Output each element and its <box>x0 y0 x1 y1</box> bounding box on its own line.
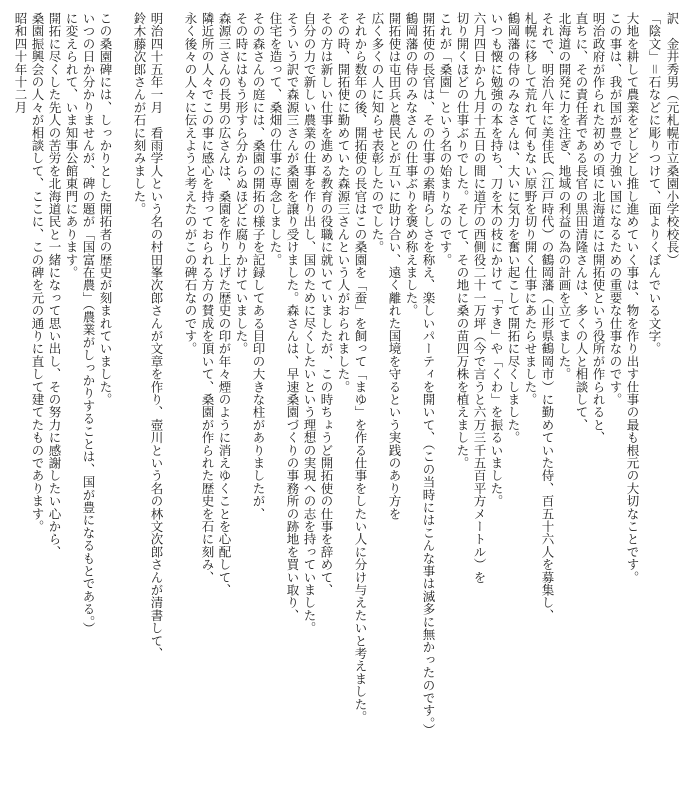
text-line: それで、明治八年に美佳氏（江戸時代）の鶴岡藩（山形県鶴岡市）に勤めていた侍、百五十六人を募集し、 <box>540 12 555 622</box>
text-line: 明治政府が作られた初めの頃に北海道には開拓使という役所が作られると、 <box>591 12 606 444</box>
text-line: この桑園碑には、しっかりとした開拓者の歴史が刻まれていました。 <box>98 12 113 406</box>
text-line: 開拓使の長官は、その仕事の素晴らしさを称え、楽しいパーティを開いて、（この当時にはこんな事は滅多に無かったのです。） <box>421 12 436 737</box>
text-line: いつの日か分かりませんが、碑の題が「国富在農」（農業がしっかりすることは、国が豊になるもとである。） <box>81 12 96 635</box>
text-line: そういう訳で森源三さんが桑園を譲り受けました。森さんは、早速桑園づくりの事務所の跡地を買い取り、 <box>285 12 300 622</box>
text-line: 切り開くほどの仕事ぶりでした。そして、その地に桑の苗四万株を植えました。 <box>455 12 470 470</box>
text-line: その時、開拓使に勤めていた森源三さんという人がおられました。 <box>336 12 351 393</box>
text-line: 開拓使は屯田兵と農民とが互いに助け合い、遠く離れた国境を守るという実践のあり方を <box>387 12 402 520</box>
text-line: 森源三さんの長男の広さんは、桑園を作り上げた歴史の印が年々煙のように消えゆくことを心配して、 <box>217 12 232 597</box>
text-line: 自分の力で新しい農業の仕事を作り出し、国のために尽くしたいという理想の実現への志を持っていました。 <box>302 12 317 635</box>
text-line: に変えられて、いま知事公館東門にあります。 <box>64 12 79 279</box>
text-line: それから数年の後、開拓使の長官はこの桑園を「蚕」を飼って「まゆ」を作る仕事をしたい人に分け与えたいと考えました。 <box>353 12 368 724</box>
text-line: 鈴木藤次郎さんが石に刻みました。 <box>132 12 147 216</box>
text-line: その森さんの庭には、桑園の開拓の様子を記録してある目印の大きな柱がありましたが、 <box>251 12 266 520</box>
text-line: 広く多くの人に知らせ表彰したのでした。 <box>370 12 385 254</box>
text-line: その時にはもう形すら分からぬほどに腐りかけていました。 <box>234 12 249 355</box>
text-line: 住宅を造って、桑畑の仕事に専念しました。 <box>268 12 283 266</box>
text-line: 昭和四十年十二月 <box>13 12 28 114</box>
text-line: 鶴岡藩の侍のみなさんの仕事ぶりを褒め称えました。 <box>404 12 419 317</box>
text-line: 直ちに、その責任者である長官の黒田清隆さんは、多くの人と相談して、 <box>574 12 589 432</box>
text-line: 六月四日から九月十五日の間に道庁の西側役二十一万坪（今で言うと六万三千五百平方メートル）を <box>472 12 487 584</box>
text-line: 隣近所の人々でこの事に感心を持っておられる方の賛成を頂いて、桑園が作られた歴史を石に刻み、 <box>200 12 215 584</box>
definition-line: 「陰文」＝石などに彫りつけて、面よりくぼんでいる文字。 <box>647 12 662 355</box>
text-line: 永く後々の人々に伝えようと考えたのがこの碑石なのです。 <box>183 12 198 355</box>
text-line: いつも懐に勉強の本を持ち、刀を木の枝にかけて「すき」や「くわ」を振るいました。 <box>489 12 504 508</box>
text-line: 札幌に移して荒れて何もない原野を切り開く仕事にあたらせました。 <box>523 12 538 406</box>
text-line: 鶴岡藩の侍のみなさんは、大いに気力を奮い起こして開拓に尽くしました。 <box>506 12 521 444</box>
text-line: 明治四十五年一月 看雨学人という名の村田峯次郎さんが文章を作り、壺川という名の林文次郎さんが清書して、 <box>149 12 164 660</box>
text-line: この事は、我が国が豊で力強い国になるための重要な仕事なのです。 <box>608 12 623 406</box>
text-line: 開拓に尽くした先人の苦労を北海道民と一緒になって思い出し、その努力に感謝したい心から、 <box>47 12 62 559</box>
text-line: 桑園振興会の人々が相談して、ここに、この碑を元の通りに直して建てたものであります。 <box>30 12 45 533</box>
text-line: これが「桑園」という名の始まりなのです。 <box>438 12 453 266</box>
text-line: その方は新しい仕事を進める教育の役職に就いていましたが、この時ちょうど開拓使の仕事を辞めて、 <box>319 12 334 597</box>
text-line: 北海道の開発に力を注ぎ、地域の利益の為の計画を立てました。 <box>557 12 572 381</box>
translator-line: 訳 金井秀男（元札幌市立桑園小学校校長） <box>665 12 680 266</box>
text-line: 大地を耕して農業をどしどし推し進めていく事は、物を作り出す仕事の最も根元の大切なことです。 <box>625 12 640 584</box>
